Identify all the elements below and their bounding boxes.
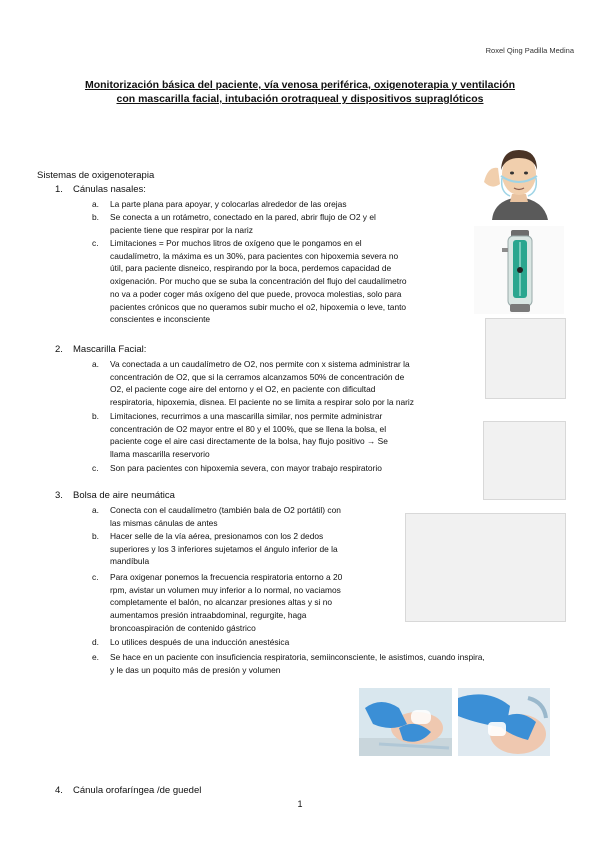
list-label: Bolsa de aire neumática xyxy=(73,490,175,501)
list-item: c. Limitaciones = Por muchos litros de oxígeno que le pongamos en el caudalímetro, la máxima es un 30%, para pacientes con hipoxemia severa no útil, para paciente disneico, respirando por la boca, perdemos capacidad de oxigenación. Por mucho que se suba la concentración del flujo del caudalímetro no va a poder coger más oxígeno del que puede, provoca molestias, solo para pacientes crónicos que no queramos subir mucho el o2, hipoxemia o leve, tanto conscientes e inconsciente xyxy=(92,238,407,325)
list-number: 3. xyxy=(55,490,63,501)
list-label: Cánulas nasales: xyxy=(73,184,146,195)
list-item: b. Se conecta a un rotámetro, conectado en la pared, abrir flujo de O2 y el paciente tiene que respirar por la nariz xyxy=(92,212,376,235)
image-placeholder xyxy=(483,421,566,500)
flowmeter-photo xyxy=(474,226,564,314)
image-placeholder xyxy=(485,318,566,399)
list-number: 1. xyxy=(55,184,63,195)
image-placeholder xyxy=(405,513,566,622)
list-label: Mascarilla Facial: xyxy=(73,344,147,355)
document-title xyxy=(30,78,570,106)
list-number: 2. xyxy=(55,344,63,355)
author-name: Roxel Qing Padilla Medina xyxy=(485,46,574,55)
list-item: a. Conecta con el caudalímetro (también bala de O2 portátil) con las mismas cánulas de antes xyxy=(92,505,341,528)
list-item: b. Limitaciones, recurrimos a una mascarilla similar, nos permite administrar concentración de O2 mayor entre el 80 y el 100%, que se llena la bolsa, el paciente coge el aire casi directamente de la bolsa, hay flujo positivo → Se llama mascarilla reservorio xyxy=(92,411,388,460)
list-item: a. La parte plana para apoyar, y colocarlas alrededor de las orejas xyxy=(92,199,347,209)
bag-valve-mask-photo-2 xyxy=(458,688,550,756)
list-item: d. Lo utilices después de una inducción anestésica xyxy=(92,637,290,647)
section-heading: Sistemas de oxigenoterapia xyxy=(37,170,155,181)
nasal-cannula-illustration xyxy=(474,142,564,220)
list-number: 4. xyxy=(55,785,63,796)
title-line-2: con mascarilla facial, intubación orotraqueal y dispositivos supraglóticos xyxy=(116,93,484,105)
title-line-1: Monitorización básica del paciente, vía venosa periférica, oxigenoterapia y ventilación xyxy=(84,79,516,91)
list-item: c. Son para pacientes con hipoxemia severa, con mayor trabajo respiratorio xyxy=(92,463,382,473)
bag-valve-mask-photo-1 xyxy=(359,688,452,756)
list-item: c. Para oxigenar ponemos la frecuencia respiratoria entorno a 20 rpm, avistar un volumen muy inferior a lo normal, no vaciamos completamente el balón, no alcanzar presiones altas y si no aumentamos presión intraabdominal, regurgite, haga broncoaspiración de contenido gástrico xyxy=(92,572,343,633)
list-item: b. Hacer selle de la vía aérea, presionamos con los 2 dedos superiores y los 3 inferiores sujetamos el ángulo inferior de la mandíbula xyxy=(92,531,338,567)
list-item: a. Va conectada a un caudalímetro de O2, nos permite con x sistema administrar la concentración de O2, que si la cerramos alcanzamos 50% de concentración de O2, el paciente coge aire del entorno y el O2, en paciente con dificultad respiratoria, hipoxemia, disnea. El paciente no se limita a respirar solo por la nariz xyxy=(92,359,414,408)
list-label: Cánula orofaríngea /de guedel xyxy=(73,785,202,796)
list-item: e. Se hace en un paciente con insuficiencia respiratoria, semiinconsciente, le asistimos, cuando inspira, y le das un poquito más de presión y volumen xyxy=(92,652,485,675)
page-number: 1 xyxy=(297,799,303,809)
